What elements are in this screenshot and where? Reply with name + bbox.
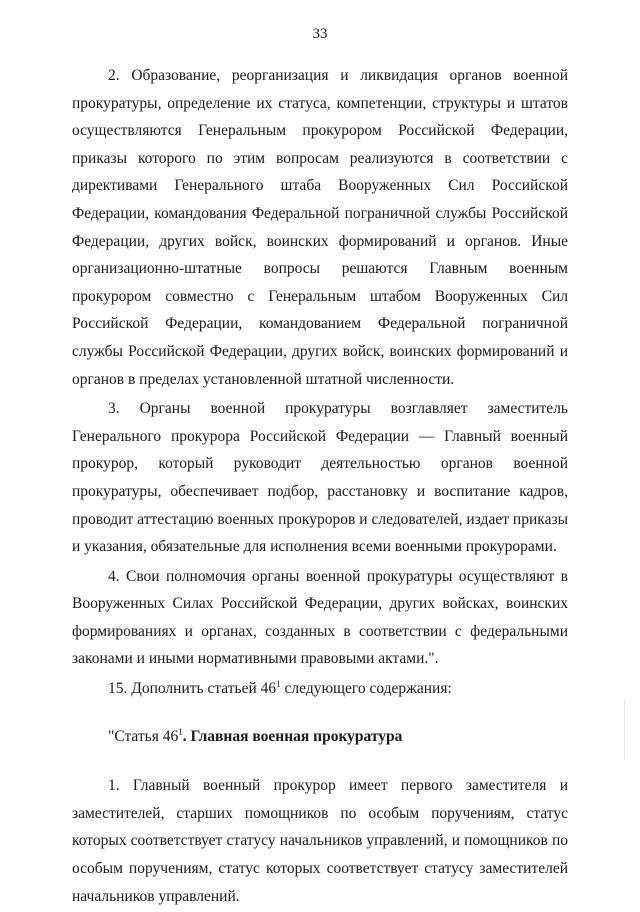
paragraph-15 — [72, 675, 568, 703]
article-heading-name: Главная военная прокуратура — [190, 727, 403, 745]
paragraph-15-superscript: 1 — [276, 678, 281, 689]
article-heading — [72, 723, 568, 751]
scan-edge-mark — [624, 700, 625, 760]
paragraph-15-text-end: следующего содержания: — [280, 680, 452, 698]
paragraph-3: 3. Органы военной прокуратуры возглавляет заместитель Генерального прокурора Российской Федерации — Главный военный прокурор, который руководит деятельностью органов военной прокуратуры, обеспечивает подбор, расстановку и воспитание кадров, проводит аттестацию военных прокуроров и следователей, издает приказы и указания, обязательные для исполнения всеми военными прокурорами. — [72, 400, 568, 556]
article-paragraph-1: 1. Главный военный прокурор имеет первого заместителя и заместителей, старших помощников по особым поручениям, статус которых соответствует статусу начальников управлений, и помощников по особым поручениям, статус которых соответствует статусу заместителей начальников управлений. — [72, 777, 568, 905]
article-heading-prefix: "Статья 46 — [108, 727, 179, 745]
article-heading-superscript: 1 — [178, 726, 183, 737]
article-heading-dot: . — [182, 727, 191, 745]
paragraph-2: 2. Образование, реорганизация и ликвидация органов военной прокуратуры, определение их статуса, компетенции, структуры и штатов осуществляются Генеральным прокурором Российской Федерации, приказы которого по этим вопросам реализуются в соответствии с директивами Генерального штаба Вооруженных Сил Российской Федерации, командования Федеральной пограничной службы Российской Федерации, других войск, воинских формирований и органов. Иные организационно-штатные вопросы решаются Главным военным прокурором совместно с Генеральным штабом Вооруженных Сил Российской Федерации, командованием Федеральной пограничной службы Российской Федерации, других войск, воинских формирований и органов в пределах установленной штатной численности. — [72, 67, 568, 388]
paragraph-4: 4. Свои полномочия органы военной прокуратуры осуществляют в Вооруженных Силах Российской Федерации, других войсках, воинских формированиях и органах, созданных в соответствии с федеральными законами и иными нормативными правовыми актами.". — [72, 567, 568, 668]
document-body — [72, 62, 568, 912]
paragraph-15-text-start: 15. Дополнить статьей 46 — [108, 680, 277, 698]
page-number: 33 — [312, 26, 328, 42]
